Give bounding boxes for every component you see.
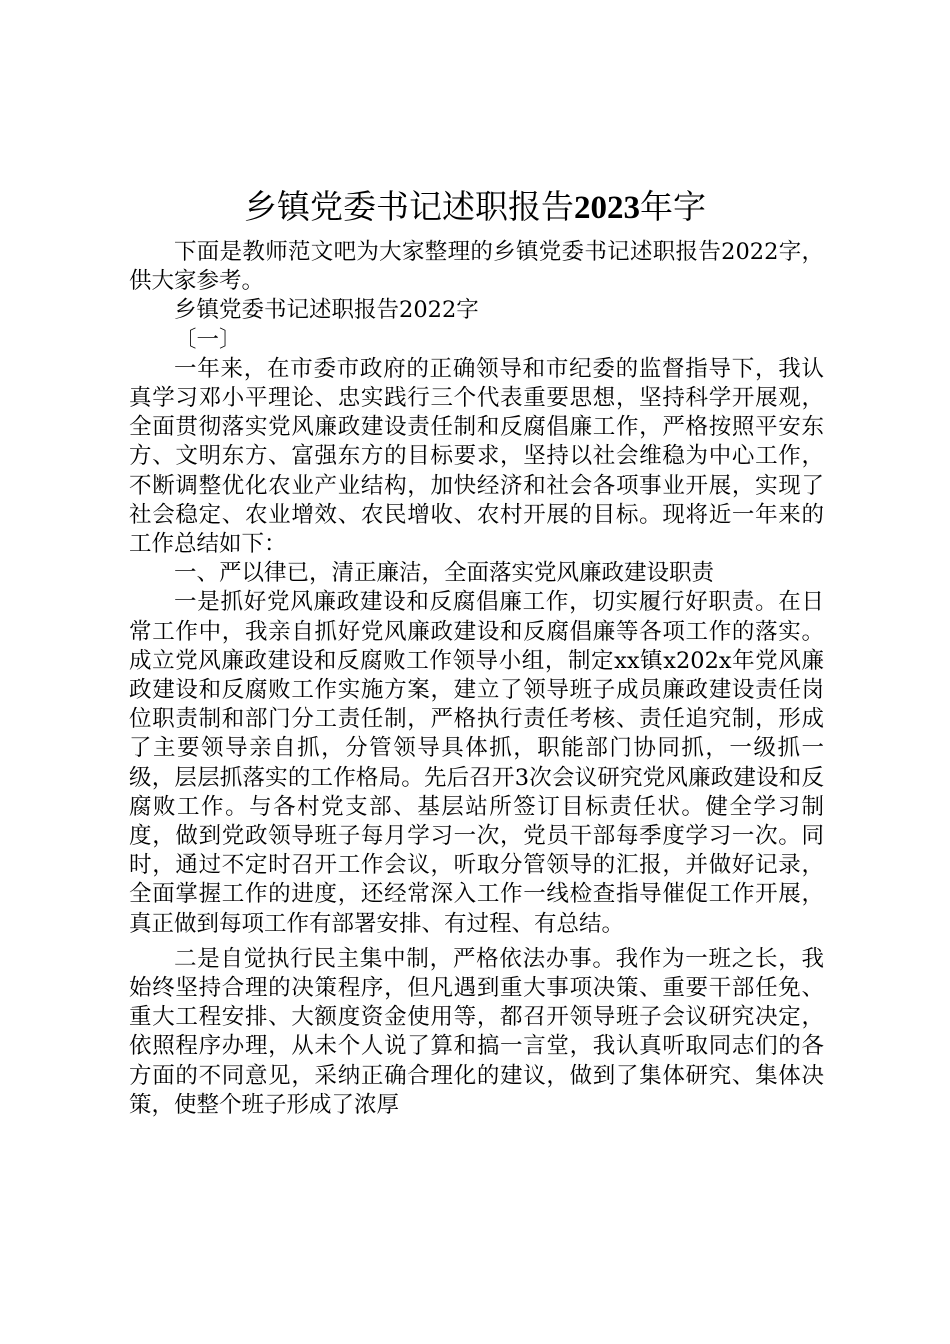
body-paragraph: 一年来，在市委市政府的正确领导和市纪委的监督指导下，我认真学习邓小平理论、忠实践行三个代表重要思想，坚持科学开展观，全面贯彻落实党风廉政建设责任制和反腐倡廉工作，严格按照平安东方、文明东方、富强东方的目标要求，坚持以社会维稳为中心工作，不断调整优化农业产业结构，加快经济和社会各项事业开展，实现了社会稳定、农业增效、农民增收、农村开展的目标。现将近一年来的工作总结如下： xyxy=(129,355,824,558)
body-paragraph: 一是抓好党风廉政建设和反腐倡廉工作，切实履行好职责。在日常工作中，我亲自抓好党风廉政建设和反腐倡廉等各项工作的落实。成立党风廉政建设和反腐败工作领导小组，制定xx镇x202x年党风廉政建设和反腐败工作实施方案，建立了领导班子成员廉政建设责任岗位职责制和部门分工责任制，严格执行责任考核、责任追究制，形成了主要领导亲自抓，分管领导具体抓，职能部门协同抓，一级抓一级，层层抓落实的工作格局。先后召开3次会议研究党风廉政建设和反腐败工作。与各村党支部、基层站所签订目标责任状。健全学习制度，做到党政领导班子每月学习一次，党员干部每季度学习一次。同时，通过不定时召开工作会议，听取分管领导的汇报，并做好记录，全面掌握工作的进度，还经常深入工作一线检查指导催促工作开展，真正做到每项工作有部署安排、有过程、有总结。 xyxy=(129,589,824,937)
document-title xyxy=(0,182,950,233)
section-number: 〔一〕 xyxy=(174,326,242,353)
document-body xyxy=(129,238,824,1120)
body-paragraph: 二是自觉执行民主集中制，严格依法办事。我作为一班之长，我始终坚持合理的决策程序，但凡遇到重大事项决策、重要干部任免、重大工程安排、大额度资金使用等，都召开领导班子会议研究决定，依照程序办理，从未个人说了算和搞一言堂，我认真听取同志们的各方面的不同意见，采纳正确合理化的建议，做到了集体研究、集体决策，使整个班子形成了浓厚 xyxy=(129,945,824,1118)
intro-paragraph: 下面是教师范文吧为大家整理的乡镇党委书记述职报告2022字，供大家参考。 xyxy=(129,239,824,295)
title-year: 2023 xyxy=(574,190,640,226)
title-tail: 年字 xyxy=(640,187,706,226)
section-heading: 一、严以律已，清正廉洁，全面落实党风廉政建设职责 xyxy=(174,560,715,587)
subtitle-paragraph: 乡镇党委书记述职报告2022字 xyxy=(174,297,479,324)
title-main: 乡镇党委书记述职报告 xyxy=(244,187,574,226)
